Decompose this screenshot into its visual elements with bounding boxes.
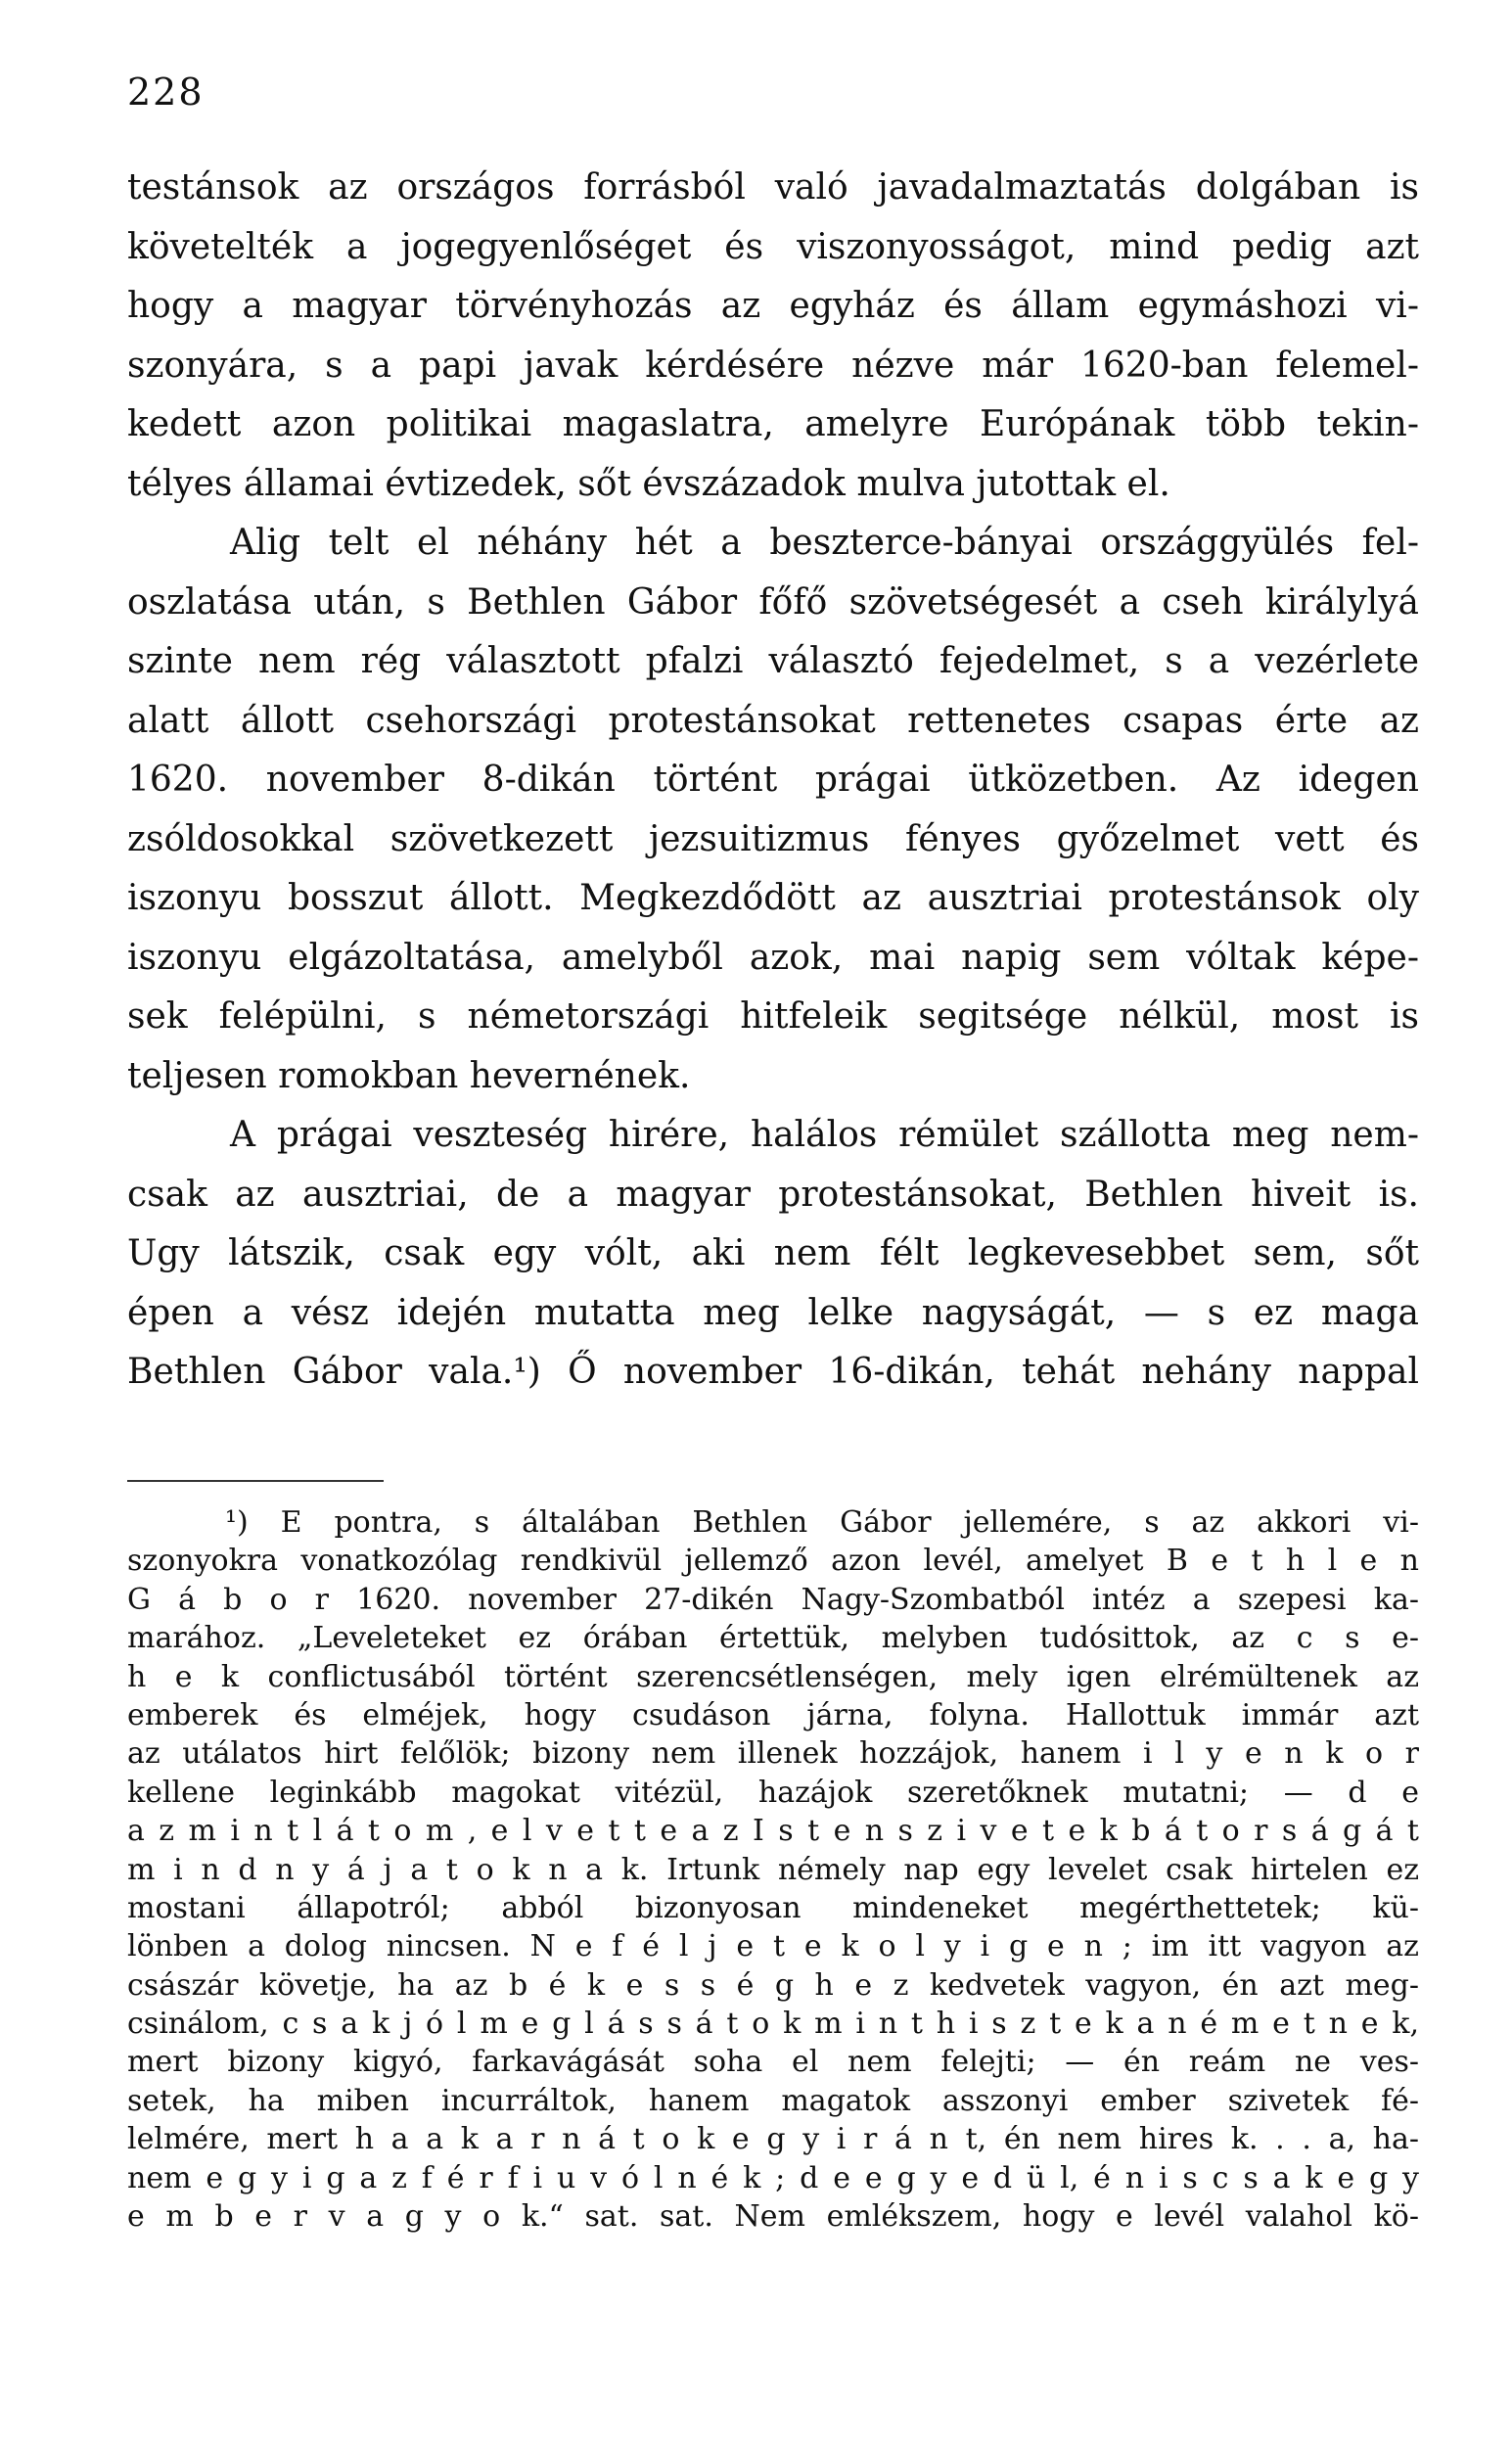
footnote-line: csinálom, c s a k j ó l m e g l á s s á t o k m i n t h i s z t e k a n é m e t n e k, (127, 2007, 1419, 2042)
footnote (127, 1503, 1419, 2236)
text-line: alatt állott csehországi protestánsokat rettenetes csapas érte az (127, 700, 1419, 741)
text-line: Bethlen Gábor vala.¹) Ő november 16-dikán, tehát nehány nappal (127, 1352, 1419, 1392)
footnote-line: nem e g y i g a z f é r f i u v ó l n é k ; d e e g y e d ü l, é n i s c s a k e g y (127, 2160, 1419, 2195)
footnote-line: emberek és elméjek, hogy csudáson járna, folyna. Hallottuk immár azt (127, 1697, 1419, 1732)
text-line: hogy a magyar törvényhozás az egyház és állam egymáshozi vi- (127, 286, 1419, 326)
text-line: A prágai veszteség hirére, halálos rémület szállotta meg nem- (230, 1115, 1419, 1155)
footnote-line: lönben a dolog nincsen. N e f é l j e t e k o l y i g e n ; im itt vagyon az (127, 1929, 1419, 1964)
text-line: Ugy látszik, csak egy vólt, aki nem félt legkevesebbet sem, sőt (127, 1233, 1419, 1273)
text-line: 1620. november 8-dikán történt prágai ütközetben. Az idegen (127, 760, 1419, 800)
text-line: iszonyu bosszut állott. Megkezdődött az ausztriai protestánsok oly (127, 878, 1419, 918)
footnote-line: kellene leginkább magokat vitézül, hazájok szeretőknek mutatni; — d e (127, 1775, 1419, 1810)
text-line: testánsok az országos forrásból való javadalmaztatás dolgában is (127, 167, 1419, 208)
text-line: zsóldosokkal szövetkezett jezsuitizmus fényes győzelmet vett és (127, 818, 1419, 859)
footnote-line: az utálatos hirt felőlök; bizony nem illenek hozzájok, hanem i l y e n k o r (127, 1736, 1419, 1772)
text-line: Alig telt el néhány hét a beszterce-bányai országgyülés fel- (230, 523, 1419, 563)
footnote-line: császár követje, ha az b é k e s s é g h e z kedvetek vagyon, én azt meg- (127, 1967, 1419, 2003)
text-line: iszonyu elgázoltatása, amelyből azok, mai napig sem vóltak képe- (127, 937, 1419, 978)
footnote-divider (127, 1480, 384, 1482)
footnote-line: marához. „Leveleteket ez órában értettük, melyben tudósittok, az c s e- (127, 1621, 1419, 1656)
footnote-line: h e k conflictusából történt szerencsétlenségen, mely igen elrémültenek az (127, 1659, 1419, 1694)
text-line: épen a vész idején mutatta meg lelke nagyságát, — s ez maga (127, 1292, 1419, 1333)
footnote-line: setek, ha miben incurráltok, hanem magatok asszonyi ember szivetek fé- (127, 2083, 1419, 2118)
text-line: szonyára, s a papi javak kérdésére nézve már 1620-ban felemel- (127, 345, 1419, 386)
text-line: teljesen romokban hevernének. (127, 1055, 691, 1096)
footnote-line: szonyokra vonatkozólag rendkivül jellemző azon levél, amelyet B e t h l e n (127, 1544, 1419, 1579)
footnote-line: lelmére, mert h a a k a r n á t o k e g y i r á n t, én nem hires k. . . a, ha- (127, 2122, 1419, 2157)
text-line: sek felépülni, s németországi hitfeleik segitsége nélkül, most is (127, 996, 1419, 1037)
footnote-line: m i n d n y á j a t o k n a k. Irtunk némely nap egy levelet csak hirtelen ez (127, 1852, 1419, 1887)
text-line: télyes államai évtizedek, sőt évszázadok mulva jutottak el. (127, 463, 1170, 504)
footnote-line: e m b e r v a g y o k.“ sat. sat. Nem emlékszem, hogy e levél valahol kö- (127, 2199, 1419, 2235)
page-number: 228 (127, 70, 205, 114)
footnote-line: a z m i n t l á t o m , e l v e t t e a z I s t e n s z i v e t e k b á t o r s á g á t (127, 1814, 1419, 1849)
text-line: oszlatása után, s Bethlen Gábor főfő szövetségesét a cseh királylyá (127, 581, 1419, 623)
text-line: követelték a jogegyenlőséget és viszonyosságot, mind pedig azt (127, 226, 1419, 267)
main-text (127, 159, 1419, 1403)
footnote-line: mert bizony kigyó, farkavágását soha el nem felejti; — én reám ne ves- (127, 2045, 1419, 2080)
footnote-line: G á b o r 1620. november 27-dikén Nagy-Szombatból intéz a szepesi ka- (127, 1582, 1419, 1617)
footnote-line: ¹) E pontra, s általában Bethlen Gábor jellemére, s az akkori vi- (225, 1505, 1419, 1540)
text-line: szinte nem rég választott pfalzi választó fejedelmet, s a vezérlete (127, 641, 1419, 681)
text-line: kedett azon politikai magaslatra, amelyre Európának több tekin- (127, 404, 1419, 444)
text-line: csak az ausztriai, de a magyar protestánsokat, Bethlen hiveit is. (127, 1174, 1419, 1215)
footnote-line: mostani állapotról; abból bizonyosan mindeneket megérthettetek; kü- (127, 1890, 1419, 1925)
